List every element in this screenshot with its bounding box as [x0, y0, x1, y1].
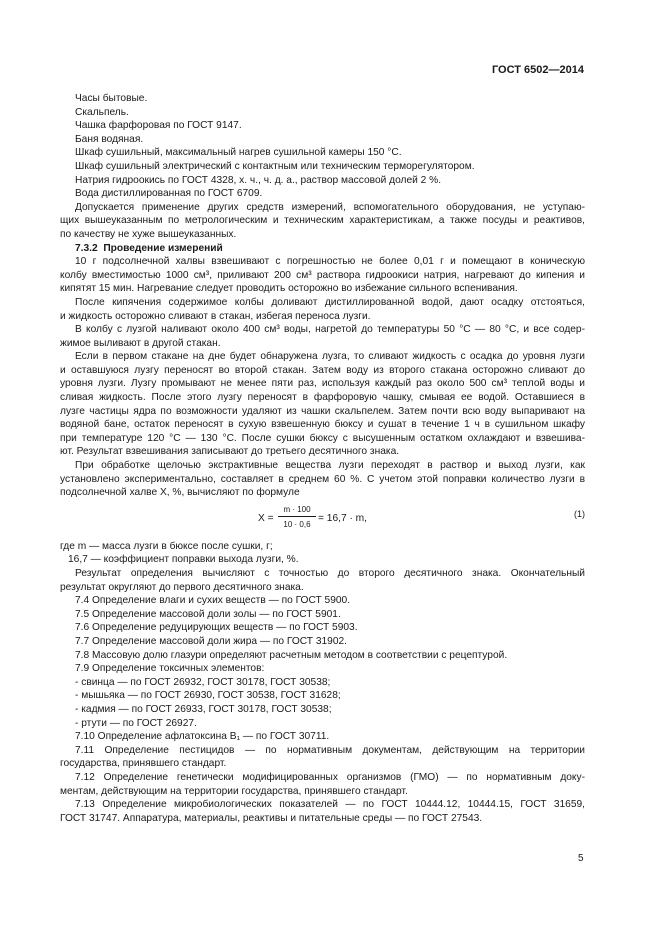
equipment-line: Скальпель. — [75, 106, 129, 118]
paragraph-sample-prep — [60, 255, 585, 296]
text-line: 7.11 Определение пестицидов — по нормативным документам, действующим на территории — [75, 744, 585, 756]
equipment-line: Вода дистиллированная по ГОСТ 6709. — [75, 188, 263, 200]
text-line: жимое выливают в другой стакан. — [60, 337, 221, 349]
list-item: 7.10 Определение афлатоксина B₁ — по ГОСТ 30711. — [75, 731, 330, 743]
equipment-line: Шкаф сушильный электрический с контактным или техническим терморегулятором. — [75, 160, 475, 172]
document-body — [60, 92, 585, 825]
paragraph-7-11 — [60, 744, 585, 771]
paragraph-7-12 — [60, 771, 585, 798]
equipment-line: Часы бытовые. — [75, 93, 148, 104]
text-line: ГОСТ 31747. Аппаратура, материалы, реактивы и питательные среды — по ГОСТ 27543. — [60, 812, 483, 824]
list-item: 7.9 Определение токсичных элементов: — [75, 663, 265, 675]
paragraph-after-boiling — [60, 296, 585, 323]
text-line: ют. Результат взвешивания записывают до третьего десятичного знака. — [60, 446, 400, 458]
page-number: 5 — [578, 853, 584, 864]
equipment-line: Шкаф сушильный, максимальный нагрев сушильной камеры 150 °С. — [75, 147, 402, 159]
paragraph-water — [60, 323, 585, 350]
text-line: Допускается применение других средств измерений, вспомогательного оборудования, не уступаю- — [75, 201, 585, 213]
text-line: сливая жидкость. После этого лузгу переносят в фарфоровую чашку, смывая ее водой. Оставшиеся в — [60, 392, 585, 404]
text-line: Результат определения вычисляют с точностью до второго десятичного знака. Окончательный — [75, 568, 585, 579]
text-line: уровня лузги. Лузгу промывают не менее пяти раз, используя каждый раз около 500 см³ теплой воды и — [60, 378, 585, 390]
text-line: установлено экспериментально, составляет в среднем 60 %. С учетом этой поправки количество лузги в — [60, 473, 585, 485]
equation-number: (1) — [574, 508, 585, 519]
formula-rhs: = 16,7 · m, — [318, 512, 367, 524]
text-line: 10 г подсолнечной халвы взвешивают с погрешностью не более 0,01 г и помещают в коническую — [75, 256, 585, 268]
text-line: водяной бане, остаток переносят в сухую взвешенную бюксу и сушат в течение 1 ч в сушильном шкафу — [60, 419, 585, 431]
text-line: После кипячения содержимое колбы доливают дистиллированной водой, дают осадку отстояться, — [75, 296, 585, 308]
list-item: 7.7 Определение массовой доли жира — по ГОСТ 31902. — [75, 635, 348, 647]
section-title: Проведение измерений — [103, 242, 223, 254]
text-line: при температуре 120 °С — 130 °С. После сушки бюксу с высушенным остатком охлаждают и взвешива- — [60, 432, 585, 444]
paragraph-husk-transfer — [60, 350, 585, 459]
text-line: Если в первом стакане на дне будет обнаружена лузга, то сливают жидкость с осадка до уровня лузги — [75, 351, 585, 363]
definition-line: 16,7 — коэффициент поправки выхода лузги, %. — [68, 554, 299, 566]
paragraph-correction — [60, 459, 585, 500]
where-definitions — [60, 540, 585, 567]
text-line: 7.13 Определение микробиологических показателей — по ГОСТ 10444.12, 10444.15, ГОСТ 31659, — [75, 799, 585, 811]
text-line: и оставшуюся лузгу переносят во второй стакан. Затем воду из второго стакана осторожно сливают до — [60, 364, 585, 376]
equipment-line: Баня водяная. — [75, 133, 144, 145]
determination-list — [60, 594, 585, 744]
list-item: 7.6 Определение редуцирующих веществ — по ГОСТ 5903. — [75, 622, 358, 634]
text-line: 7.12 Определение генетически модифицированных организмов (ГМО) — по нормативным доку- — [75, 771, 585, 783]
paragraph-7-13 — [60, 798, 585, 825]
text-line: государства, принявшего стандарт. — [60, 758, 227, 770]
definition-line: где m — масса лузги в бюксе после сушки, г; — [60, 540, 273, 552]
list-item: - мышьяка — по ГОСТ 26930, ГОСТ 30538, ГОСТ 31628; — [75, 690, 341, 702]
text-line: по качеству не хуже вышеуказанных. — [60, 228, 237, 240]
list-item: - свинца — по ГОСТ 26932, ГОСТ 30178, ГОСТ 30538; — [75, 676, 331, 688]
formula-lhs: X = — [258, 512, 274, 524]
document-header: ГОСТ 6502—2014 — [491, 64, 584, 76]
equipment-line: Натрия гидроокись по ГОСТ 4328, х. ч., ч. д. а., раствор массовой долей 2 %. — [75, 174, 442, 186]
text-line: подсолнечной халве X, %, вычисляют по формуле — [60, 487, 300, 499]
list-item: 7.5 Определение массовой доли золы — по ГОСТ 5901. — [75, 608, 341, 620]
section-number: 7.3.2 — [75, 242, 98, 254]
list-item: - кадмия — по ГОСТ 26933, ГОСТ 30178, ГОСТ 30538; — [75, 703, 332, 715]
equipment-line: Чашка фарфоровая по ГОСТ 9147. — [75, 120, 242, 132]
equipment-list — [60, 92, 585, 201]
text-line: лузге частицы ядра по возможности удаляют из чашки скальпелем. Затем почти всю воду выпаривают на — [60, 405, 585, 417]
formula-denominator: 10 · 0,6 — [283, 519, 311, 529]
text-line: результат округляют до первого десятичного знака. — [60, 581, 304, 593]
paragraph-result — [60, 567, 585, 594]
formula-1 — [60, 502, 585, 538]
formula-fraction — [278, 504, 316, 530]
allowance-paragraph — [60, 201, 585, 242]
list-item: - ртути — по ГОСТ 26927. — [75, 717, 197, 729]
text-line: щих вышеуказанным по метрологическим и техническим характеристикам, а также посуды и реактивов, — [60, 215, 585, 227]
section-heading — [60, 242, 585, 256]
list-item: 7.4 Определение влаги и сухих веществ — по ГОСТ 5900. — [75, 595, 351, 607]
text-line: При обработке щелочью экстрактивные вещества лузги переходят в раствор и выход лузги, как — [75, 460, 585, 472]
text-line: В колбу с лузгой наливают около 400 см³ воды, нагретой до температуры 50 °С — 80 °С, и все содер- — [75, 324, 585, 336]
text-line: ментам, действующим на территории государства, принявшего стандарт. — [60, 785, 408, 797]
text-line: колбу вместимостью 1000 см³, приливают 200 см³ раствора гидроокиси натрия, нагревают до кипения и — [60, 269, 585, 281]
formula-numerator: m · 100 — [278, 504, 316, 517]
list-item: 7.8 Массовую долю глазури определяют расчетным методом в соответствии с рецептурой. — [75, 649, 508, 661]
text-line: кипятят 15 мин. Нагревание следует проводить осторожно во избежание сильного вспенивания. — [60, 283, 518, 295]
text-line: и жидкость осторожно сливают в стакан, избегая переноса лузги. — [60, 310, 371, 322]
